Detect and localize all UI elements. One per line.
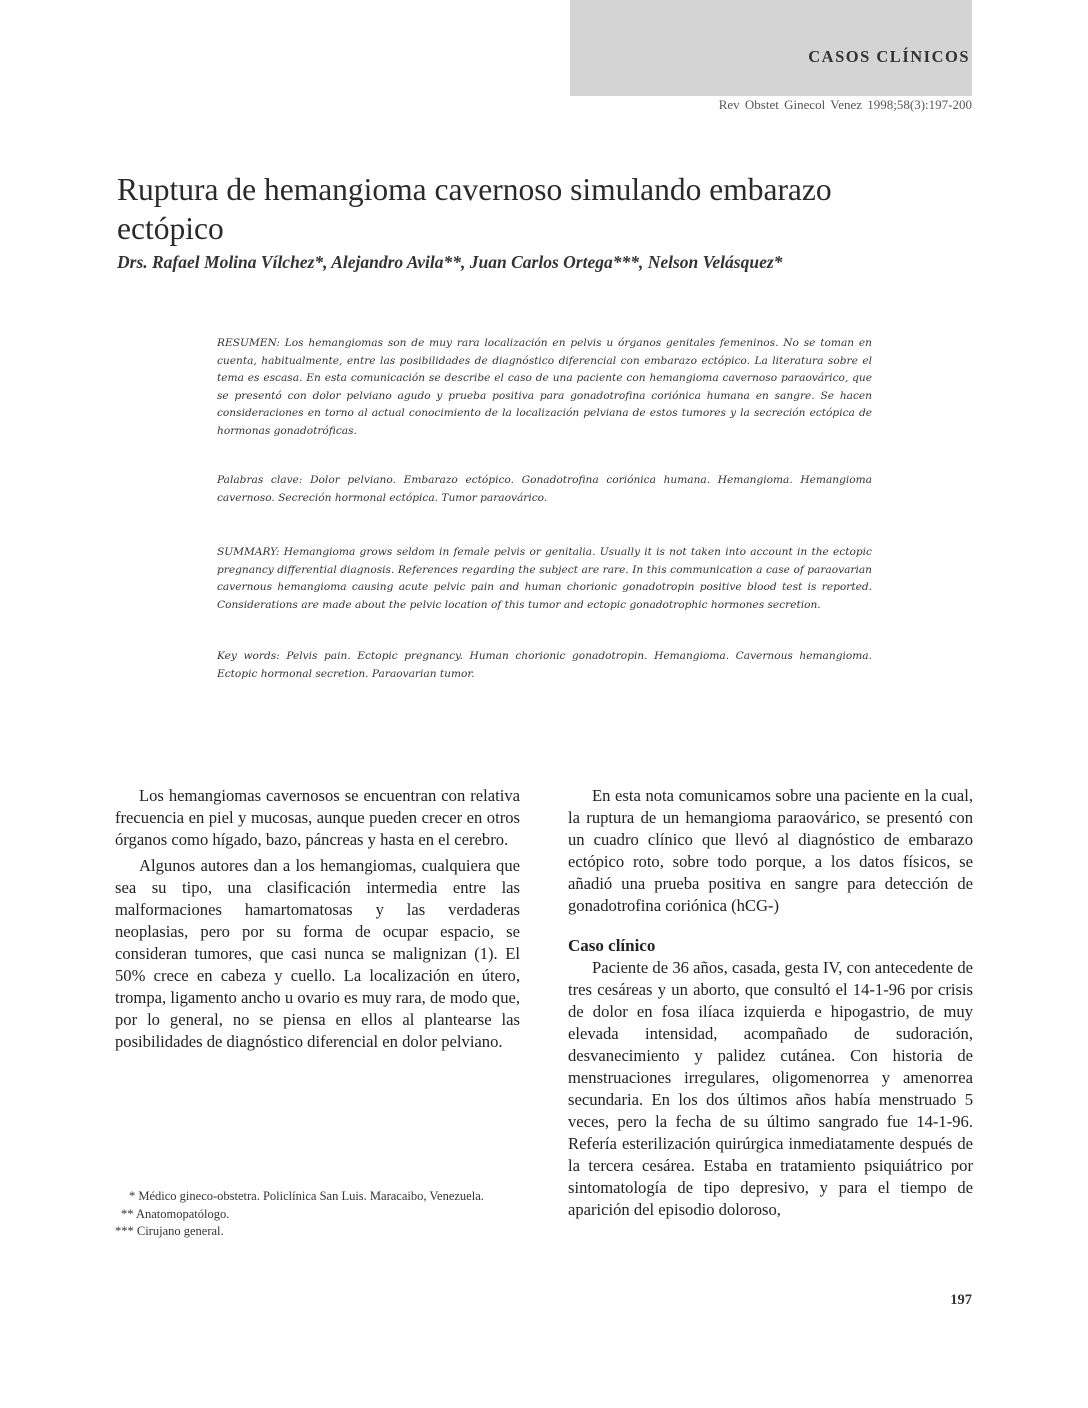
footnote-text: Anatomopatólogo. [135, 1206, 230, 1221]
case-paragraph: Paciente de 36 años, casada, gesta IV, con antecedente de tres cesáreas y un aborto, que consultó el 14-1-96 por crisis de dolor en fosa ilíaca izquierda e hipogastrio, de muy elevada intensidad, acompañado de sudoración, desvanecimiento y palidez cutánea. Con historia de menstruaciones irregulares, oligomenorrea y amenorrea secundaria. En los dos últimos años había menstruado 5 veces, pero la fecha de su último sangrado fue 14-1-96. Refería esterilización quirúrgica inmediatamente después de la tercera cesárea. Estaba en tratamiento psiquiátrico por sintomatología de tipo depresivo, y para el tiempo de aparición del episodio doloroso, [568, 958, 973, 1219]
keywords-spanish-label: Palabras clave: [217, 474, 303, 486]
keywords-spanish-text: Dolor pelviano. Embarazo ectópico. Gonadotrofina coriónica humana. Hemangioma. Hemangioma cavernoso. Secreción hormonal ectópica. Tumor paraovárico. [217, 474, 872, 504]
article-title: Ruptura de hemangioma cavernoso simulando embarazo ectópico [117, 172, 832, 246]
body-right-column [568, 785, 973, 1225]
abstract-spanish-label: RESUMEN: [217, 337, 280, 349]
abstract-english-text: Hemangioma grows seldom in female pelvis or genitalia. Usually it is not taken into account in the ectopic pregnancy differential diagnosis. References regarding the subject are rare. In this communication a case of paraovarian cavernous hemangioma causing acute pelvic pain and human chorionic gonadotropin positive blood test is reported. Considerations are made about the pelvic location of this tumor and ectopic gonadotrophic hormones secretion. [217, 546, 872, 611]
section-label: CASOS CLÍNICOS [808, 47, 970, 66]
abstract-spanish-text: Los hemangiomas son de muy rara localización en pelvis u órganos genitales femeninos. No se toman en cuenta, habitualmente, entre las posibilidades de diagnóstico diferencial con embarazo ectópico. La literatura sobre el tema es escasa. En esta comunicación se describe el caso de una paciente con hemangioma cavernoso paraovárico, que se presentó con dolor pelviano agudo y prueba positiva para gonadotrofina coriónica humana en sangre. Se hacen consideraciones en torno al actual conocimiento de la localización pelviana de estos tumores y la secreción ectópica de hormonas gonadotróficas. [217, 337, 872, 437]
footnote [115, 1206, 515, 1224]
keywords-english [217, 648, 872, 683]
footnote [115, 1223, 515, 1241]
keywords-english-label: Key words: [217, 650, 280, 662]
footnote-mark: ** [121, 1206, 134, 1221]
footnotes [115, 1188, 515, 1241]
case-heading: Caso clínico [568, 936, 656, 955]
keywords-english-text: Pelvis pain. Ectopic pregnancy. Human chorionic gonadotropin. Hemangioma. Cavernous hemangioma. Ectopic hormonal secretion. Paraovarian tumor. [217, 650, 872, 680]
footnote-mark: *** [115, 1224, 134, 1238]
article-authors: Drs. Rafael Molina Vílchez*, Alejandro Avila**, Juan Carlos Ortega***, Nelson Velásquez* [117, 252, 783, 272]
keywords-spanish [217, 472, 872, 507]
footnote-text: Médico gineco-obstetra. Policlínica San Luis. Maracaibo, Venezuela. [138, 1189, 484, 1203]
journal-citation: Rev Obstet Ginecol Venez 1998;58(3):197-200 [718, 97, 972, 112]
page-number: 197 [950, 1292, 972, 1308]
body-paragraph: Algunos autores dan a los hemangiomas, cualquiera que sea su tipo, una clasificación intermedia entre las malformaciones hamartomatosas y las verdaderas neoplasias, pero por su forma de ocupar espacio, se consideran tumores, que casi nunca se malignizan (1). El 50% crece en cabeza y cuello. La localización en útero, trompa, ligamento ancho u ovario es muy rara, de modo que, por lo general, no se piensa en ellos al plantearse las posibilidades de diagnóstico diferencial en dolor pelviano. [115, 856, 520, 1051]
footnote [115, 1188, 515, 1206]
body-left-column [115, 785, 520, 1057]
abstract-english [217, 544, 872, 614]
abstract-spanish [217, 335, 872, 441]
body-paragraph: En esta nota comunicamos sobre una paciente en la cual, la ruptura de un hemangioma paraovárico, se presentó con un cuadro clínico que llevó al diagnóstico de embarazo ectópico roto, sobre todo porque, a los datos físicos, se añadió una prueba positiva en sangre para detección de gonadotrofina coriónica (hCG-) [568, 786, 973, 915]
body-paragraph: Los hemangiomas cavernosos se encuentran con relativa frecuencia en piel y mucosas, aunque pueden crecer en otros órganos como hígado, bazo, páncreas y hasta en el cerebro. [115, 786, 520, 849]
footnote-text: Cirujano general. [136, 1224, 224, 1238]
footnote-mark: * [129, 1189, 136, 1203]
abstract-english-label: SUMMARY: [217, 546, 280, 558]
